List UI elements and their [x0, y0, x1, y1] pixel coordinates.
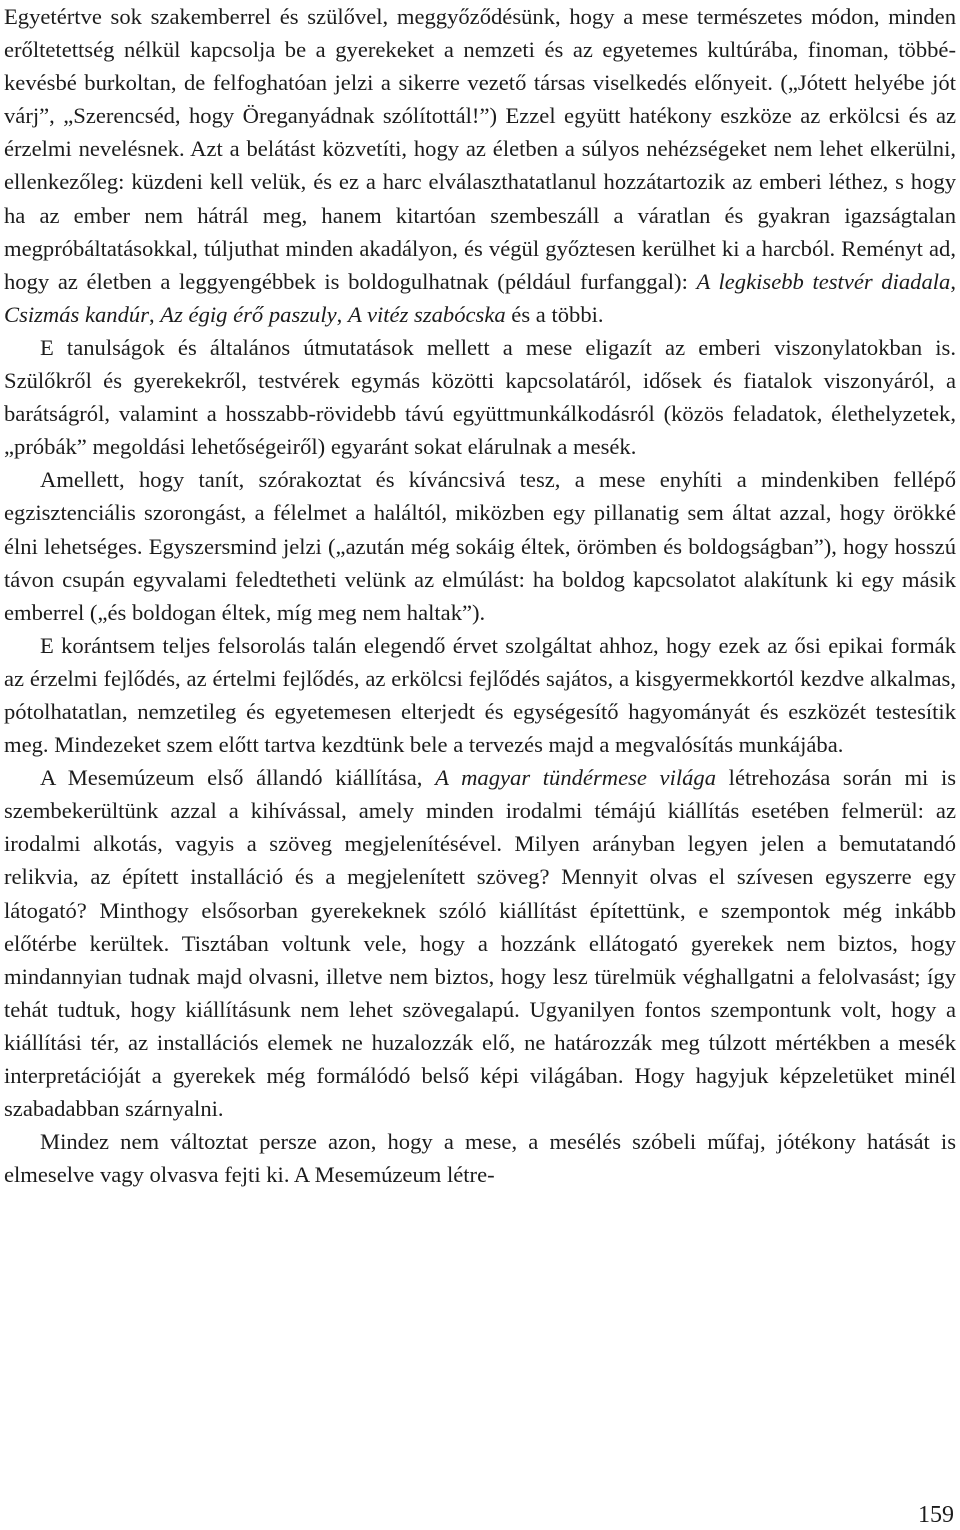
paragraph-2	[4, 331, 956, 463]
text-run: E tanulságok és általános útmutatások mellett a mese eligazít az emberi viszonylatokban is. Szülőkről és gyerekekről, testvérek egymás közötti kapcsolatáról, idősek és fiatalok viszonyáról, a barátságról, valamint a hosszabb-rövidebb távú együttmunkálkodásról (közös feladatok, élethelyzetek, „próbák” megoldási lehetőségeiről) egyaránt sokat elárulnak a mesék.	[4, 334, 956, 460]
text-run: ,	[336, 301, 348, 327]
text-run: és a többi.	[505, 301, 604, 327]
page-number: 159	[918, 1502, 954, 1528]
paragraph-5	[4, 761, 956, 1125]
text-run: ,	[149, 301, 161, 327]
italic-title: A legkisebb testvér diadala	[696, 268, 951, 294]
body-text	[4, 0, 956, 1191]
paragraph-6	[4, 1125, 956, 1191]
text-run: E korántsem teljes felsorolás talán elegendő érvet szolgáltat ahhoz, hogy ezek az ősi epikai formák az érzelmi fejlődés, az értelmi fejlődés, az erkölcsi fejlődés sajátos, a kisgyermekkortól kezdve alkalmas, pótolhatatlan, nemzetileg és egyetemesen elterjedt és egységesítő hagyományát és eszközét testesítik meg. Mindezeket szem előtt tartva kezdtünk bele a tervezés majd a megvalósítás munkájába.	[4, 632, 956, 758]
paragraph-4	[4, 629, 956, 761]
text-run: A Mesemúzeum első állandó kiállítása,	[40, 765, 436, 791]
text-run: Egyetértve sok szakemberrel és szülővel, meggyőződésünk, hogy a mese természetes módon, minden erőltetettség nélkül kapcsolja be a gyerekeket a nemzeti és az egyetemes kultúrába, finoman, többé-kevésbé burkoltan, de felfoghatóan jelzi a sikerre vezető társas viselkedés előnyeit. („Jótett helyébe jót várj”, „Szerencséd, hogy Öreganyádnak szólítottál!”) Ezzel együtt hatékony eszköze az erkölcsi és az érzelmi nevelésnek. Azt a belátást közvetíti, hogy az életben a súlyos nehézségeket nem lehet elkerülni, ellenkezőleg: küzdeni kell velük, és ez a harc elválaszthatatlanul hozzátartozik az emberi léthez, s hogy ha az ember nem hátrál meg, hanem kitartóan szembeszáll a váratlan és gyakran igazságtalan megpróbáltatásokkal, túljuthat minden akadályon, és végül győztesen kerülhet ki a harcból. Reményt ad, hogy az életben a leggyengébbek is boldogulhatnak (például furfanggal):	[4, 4, 956, 294]
paragraph-1	[4, 0, 956, 331]
italic-title: A magyar tündérmese világa	[435, 765, 717, 791]
italic-title: A vitéz szabócska	[347, 301, 506, 327]
text-run: Amellett, hogy tanít, szórakoztat és kíváncsivá tesz, a mese enyhíti a mindenkiben fellépő egzisztenciális szorongást, a félelmet a haláltól, miközben egy pillanatig sem áltat azzal, hogy örökké élni lehetséges. Egyszersmind jelzi („azután még sokáig éltek, örömben és boldogságban”), hogy hosszú távon csupán egyvalami feledtetheti velünk az elmúlást: ha boldog kapcsolatot alakítunk ki egy másik emberrel („és boldogan éltek, míg meg nem haltak”).	[4, 467, 956, 625]
text-run: létrehozása során mi is szembekerültünk azzal a kihívással, amely minden irodalmi témájú kiállítás esetében felmerül: az irodalmi alkotás, vagyis a szöveg megjelenítésével. Milyen arányban legyen jelen a bemutatandó relikvia, az épített installáció és a megjelenített szöveg? Mennyit olvas el szívesen egyszerre egy látogató? Minthogy elsősorban gyerekeknek szóló kiállítást építettünk, e szempontok még inkább előtérbe kerültek. Tisztában voltunk vele, hogy a hozzánk ellátogató gyerekek nem biztos, hogy mindannyian tudnak majd olvasni, illetve nem biztos, hogy lesz türelmük véghallgatni a felolvasást; így tehát tudtuk, hogy kiállításunk nem lehet szövegalapú. Ugyanilyen fontos szempontunk volt, hogy a kiállítási tér, az installációs elemek ne huzalozzák elő, ne határozzák meg túlzott mértékben a mesék interpretációját a gyerekek még formálódó belső képi világában. Hogy hagyjuk képzeletüket minél szabadabban szárnyalni.	[4, 765, 957, 1122]
italic-title: Az égig érő paszuly	[160, 301, 337, 327]
italic-title: Csizmás kandúr	[4, 301, 149, 327]
text-run: ,	[950, 268, 956, 294]
paragraph-3	[4, 463, 956, 628]
text-run: Mindez nem változtat persze azon, hogy a mese, a mesélés szóbeli műfaj, jótékony hatását is elmeselve vagy olvasva fejti ki. A Mesemúzeum létre-	[4, 1129, 956, 1188]
